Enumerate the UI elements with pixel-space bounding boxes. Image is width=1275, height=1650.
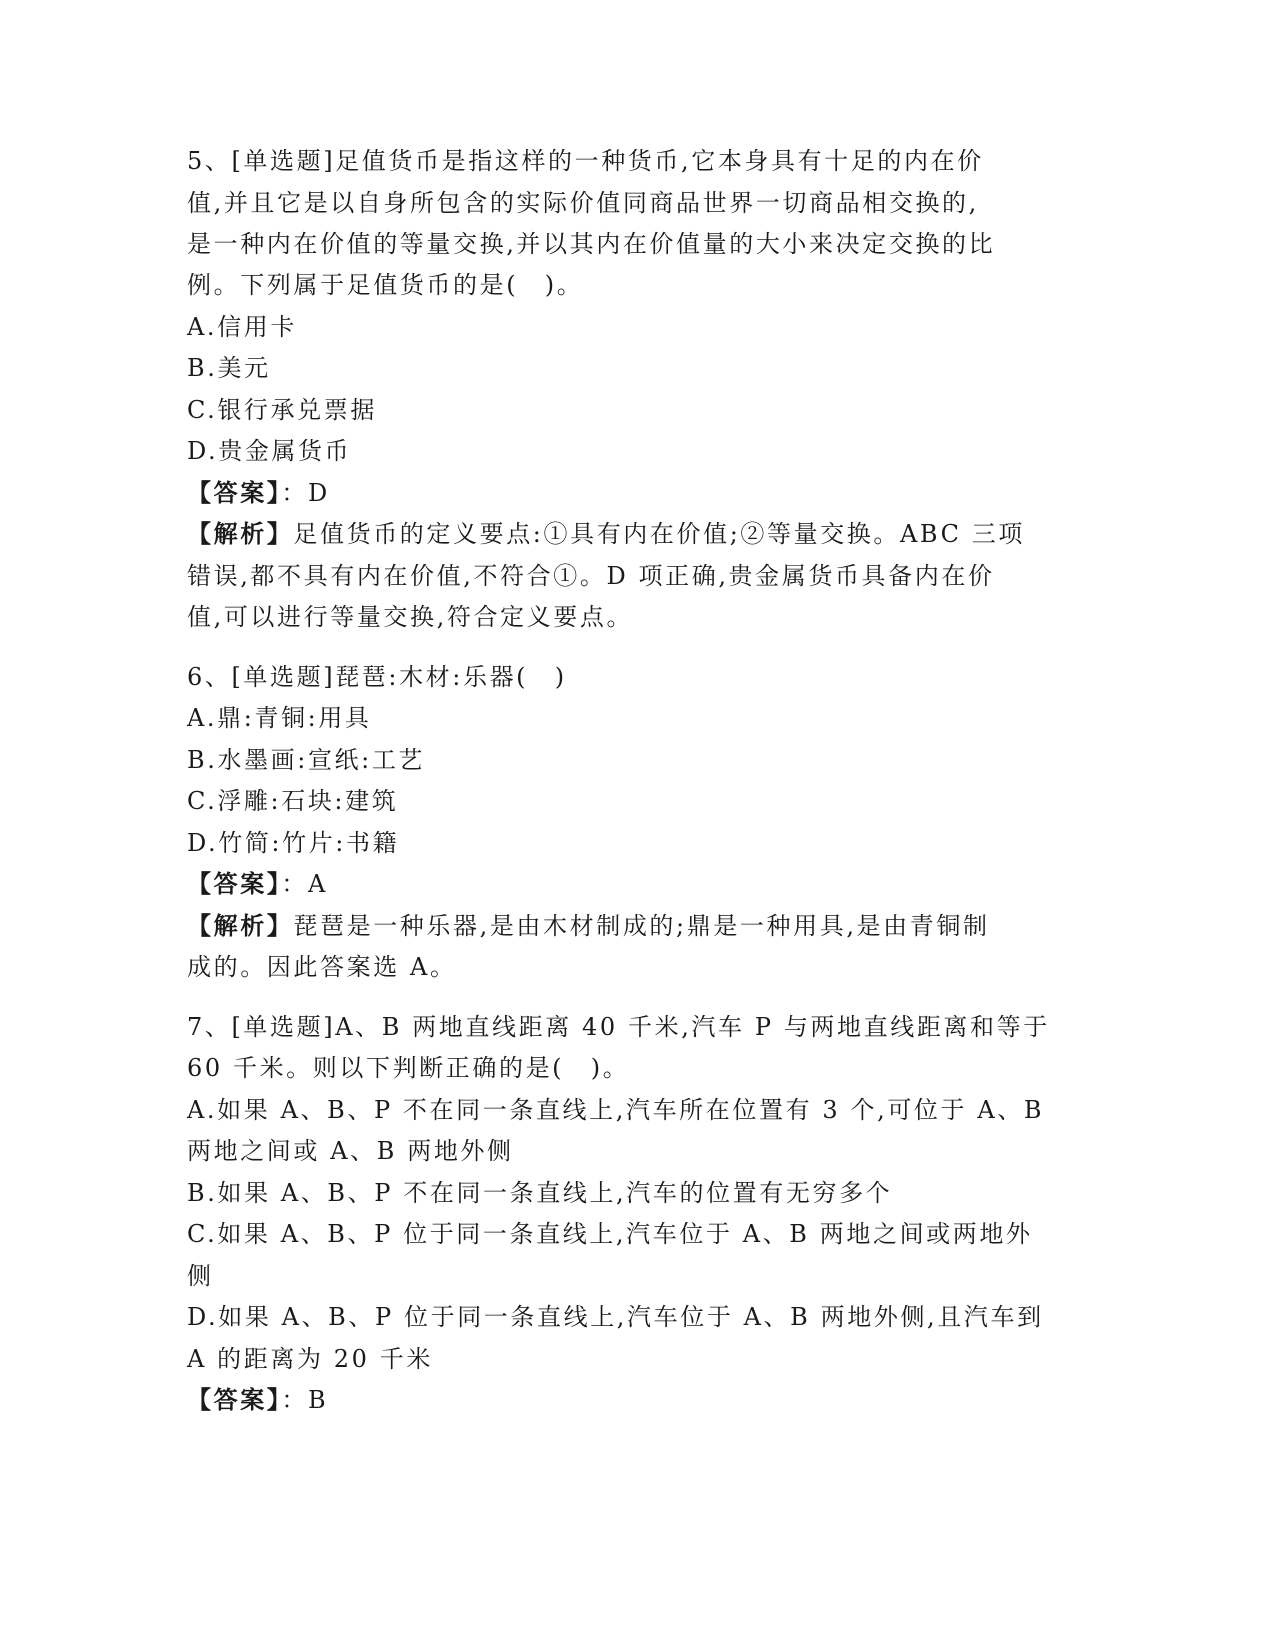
question-stem-line: 6、[单选题]琵琶:木材:乐器( ) [187,663,567,691]
option-d: D.如果 A、B、P 位于同一条直线上,汽车位于 A、B 两地外侧,且汽车到 [187,1303,1044,1331]
question-stem-line: 5、[单选题]足值货币是指这样的一种货币,它本身具有十足的内在价 [187,147,984,175]
question-stem-line: 值,并且它是以自身所包含的实际价值同商品世界一切商品相交换的, [187,189,979,217]
option-a: A.如果 A、B、P 不在同一条直线上,汽车所在位置有 3 个,可位于 A、B [187,1096,1045,1124]
option-a: A.信用卡 [187,313,297,341]
question-stem-line: 7、[单选题]A、B 两地直线距离 40 千米,汽车 P 与两地直线距离和等于 [187,1013,1050,1041]
answer-label: 【答案】 [187,869,282,898]
option-d-cont: A 的距离为 20 千米 [187,1345,433,1373]
analysis-line: 错误,都不具有内在价值,不符合①。D 项正确,贵金属货币具备内在价 [187,562,995,590]
option-d: D.竹简:竹片:书籍 [187,829,400,857]
answer-line [187,478,1087,508]
answer-line [187,869,1087,899]
option-c: C.银行承兑票据 [187,396,377,424]
question-stem-line: 60 千米。则以下判断正确的是( )。 [187,1054,630,1082]
analysis-text: 琵琶是一种乐器,是由木材制成的;鼎是一种用具,是由青铜制 [293,912,990,940]
option-d: D.贵金属货币 [187,437,352,465]
question-stem-line: 是一种内在价值的等量交换,并以其内在价值量的大小来决定交换的比 [187,230,996,258]
analysis-line: 值,可以进行等量交换,符合定义要点。 [187,603,634,631]
option-c: C.浮雕:石块:建筑 [187,787,399,815]
option-b: B.美元 [187,354,271,382]
analysis-label: 【解析】 [187,911,294,940]
answer-value: ：B [281,1386,329,1414]
answer-value: ：D [281,479,330,507]
option-b: B.如果 A、B、P 不在同一条直线上,汽车的位置有无穷多个 [187,1179,893,1207]
question-stem-line: 例。下列属于足值货币的是( )。 [187,271,584,299]
option-c: C.如果 A、B、P 位于同一条直线上,汽车位于 A、B 两地之间或两地外 [187,1220,1033,1248]
analysis-line [187,911,1087,941]
answer-value: ：A [281,870,328,898]
analysis-text: 足值货币的定义要点:①具有内在价值;②等量交换。ABC 三项 [293,520,1025,548]
option-a: A.鼎:青铜:用具 [187,704,372,732]
option-b: B.水墨画:宣纸:工艺 [187,746,426,774]
analysis-line [187,519,1087,549]
analysis-label: 【解析】 [187,519,294,548]
analysis-line: 成的。因此答案选 A。 [187,953,457,981]
answer-label: 【答案】 [187,1385,282,1414]
option-a-cont: 两地之间或 A、B 两地外侧 [187,1137,514,1165]
answer-label: 【答案】 [187,478,282,507]
option-c-cont: 侧 [187,1262,214,1290]
answer-line [187,1385,1087,1415]
